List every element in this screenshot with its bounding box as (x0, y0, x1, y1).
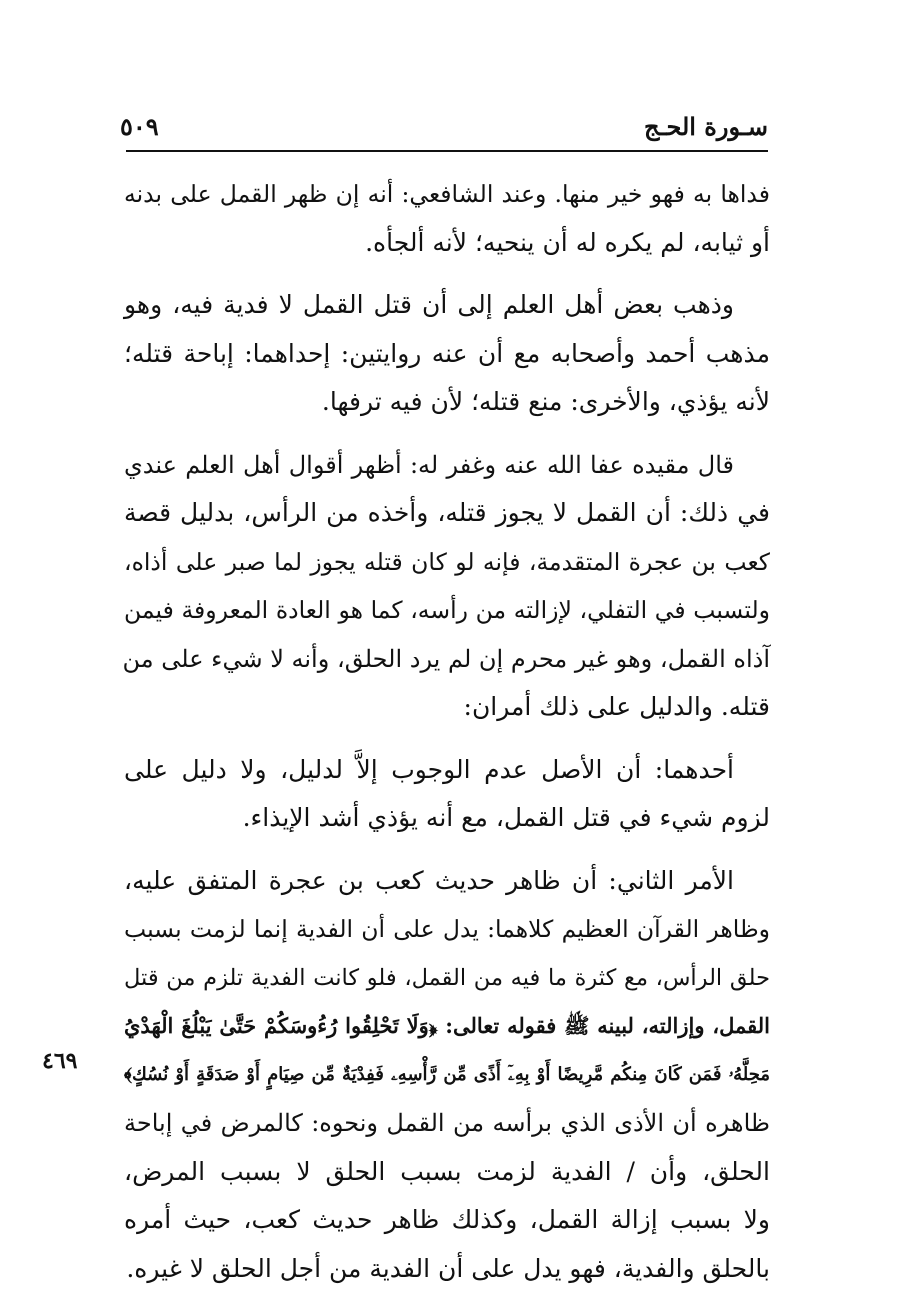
page-header (120, 108, 768, 148)
text-line: مذهب أحمد وأصحابه مع أن عنه روايتين: إحداهما: إباحة قتله؛ (124, 330, 770, 379)
text-line: أحدهما: أن الأصل عدم الوجوب إلاَّ لدليل، ولا دليل على (124, 746, 770, 795)
running-title: سـورة الحـج (644, 112, 768, 141)
quran-verse-line: مَحِلَّهُۥ فَمَن كَانَ مِنكُم مَّرِيضًا أَوْ بِهِۦٓ أَذًى مِّن رَّأْسِهِۦ فَفِدْيَةٌ مِّن صِيَامٍ أَوْ صَدَقَةٍ أَوْ نُسُكٍ﴾ (124, 1051, 770, 1100)
page-body (124, 170, 770, 1293)
text-line: أو ثيابه، لم يكره له أن ينحيه؛ لأنه ألجأه. (124, 219, 770, 268)
text-line: ظاهره أن الأذى الذي برأسه من القمل ونحوه: كالمرض في إباحة (124, 1099, 770, 1148)
text-line: بالحلق والفدية، فهو يدل على أن الفدية من أجل الحلق لا غيره. (124, 1245, 770, 1293)
paragraph (124, 170, 770, 267)
text-line: لأنه يؤذي، والأخرى: منع قتله؛ لأن فيه ترفها. (124, 378, 770, 427)
text-line: حلق الرأس، مع كثرة ما فيه من القمل، فلو كانت الفدية تلزم من قتل (124, 954, 770, 1003)
text-line: الحلق، وأن / الفدية لزمت بسبب الحلق لا بسبب المرض، (124, 1148, 770, 1197)
paragraph (124, 746, 770, 843)
text-line: فداها به فهو خير منها. وعند الشافعي: أنه إن ظهر القمل على بدنه (124, 170, 770, 219)
text-line: ولا بسبب إزالة القمل، وكذلك ظاهر حديث كعب، حيث أمره (124, 1196, 770, 1245)
text-line: آذاه القمل، وهو غير محرم إن لم يرد الحلق، وأنه لا شيء على من (124, 635, 770, 684)
quran-verse-line: القمل، وإزالته، لبينه ﷺ فقوله تعالى: ﴿وَلَا تَحْلِقُوا رُءُوسَكُمْ حَتَّىٰ يَبْلُغَ الْهَدْيُ (124, 1002, 770, 1051)
text-line: في ذلك: أن القمل لا يجوز قتله، وأخذه من الرأس، بدليل قصة (124, 489, 770, 538)
page-number: ٥٠٩ (120, 112, 159, 141)
header-divider (126, 150, 768, 152)
text-line: قتله. والدليل على ذلك أمران: (124, 683, 770, 732)
margin-page-number: ٤٦٩ (42, 1048, 77, 1074)
text-line: ولتسبب في التفلي، لإزالته من رأسه، كما هو العادة المعروفة فيمن (124, 586, 770, 635)
text-line: لزوم شيء في قتل القمل، مع أنه يؤذي أشد الإيذاء. (124, 794, 770, 843)
text-line: قال مقيده عفا الله عنه وغفر له: أظهر أقوال أهل العلم عندي (124, 441, 770, 490)
paragraph (124, 281, 770, 427)
text-line: وذهب بعض أهل العلم إلى أن قتل القمل لا فدية فيه، وهو (124, 281, 770, 330)
paragraph (124, 441, 770, 732)
text-line: كعب بن عجرة المتقدمة، فإنه لو كان قتله يجوز لما صبر على أذاه، (124, 538, 770, 587)
paragraph (124, 857, 770, 1293)
text-line: الأمر الثاني: أن ظاهر حديث كعب بن عجرة المتفق عليه، (124, 857, 770, 906)
text-line: وظاهر القرآن العظيم كلاهما: يدل على أن الفدية إنما لزمت بسبب (124, 905, 770, 954)
